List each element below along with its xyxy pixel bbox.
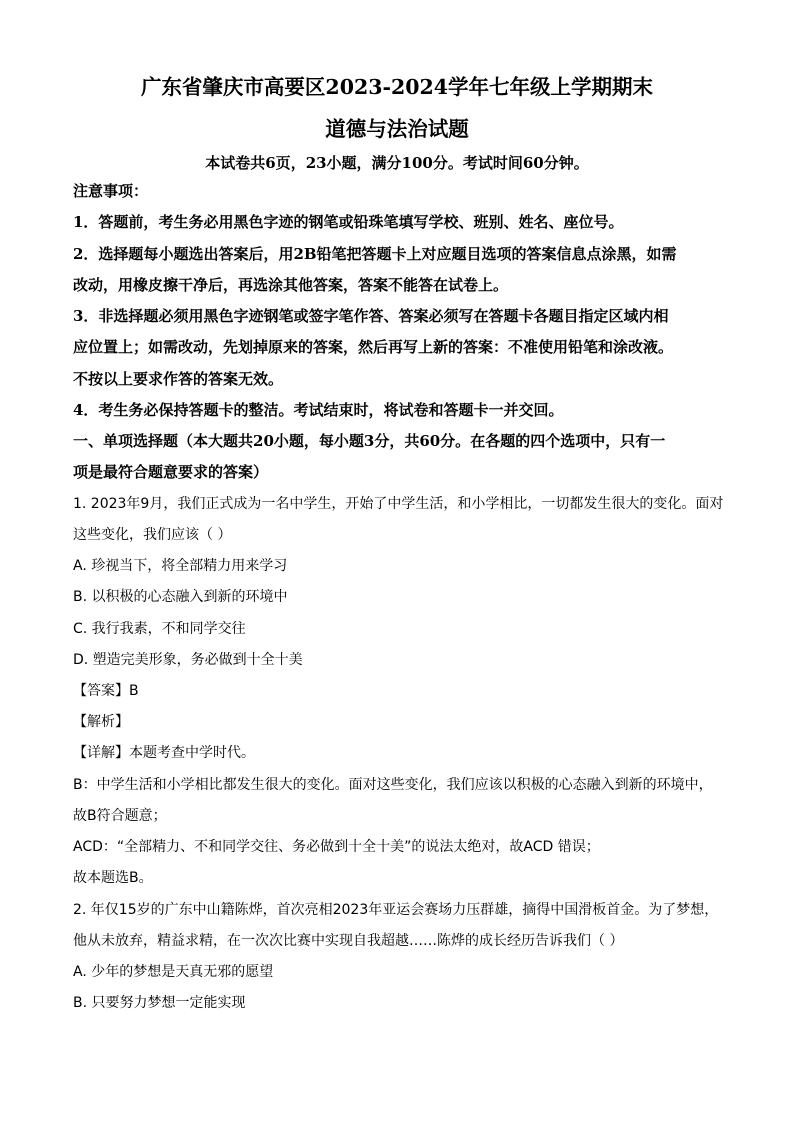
note-4: 4．考生务必保持答题卡的整洁。考试结束时，将试卷和答题卡一并交回。 (73, 401, 564, 419)
section-heading-line-2: 项是最符合题意要求的答案） (73, 463, 269, 481)
q1-option-c: C. 我行我素，不和同学交往 (73, 621, 246, 637)
q1-option-b: B. 以积极的心态融入到新的环境中 (73, 589, 288, 605)
exam-info: 本试卷共6页，23小题，满分100分。考试时间60分钟。 (205, 154, 589, 172)
note-3-line-2: 应位置上；如需改动，先划掉原来的答案，然后再写上新的答案：不准使用铅笔和涂改液。 (73, 338, 674, 356)
page-subtitle: 道德与法治试题 (325, 117, 469, 141)
q1-explanation-acd: ACD：“全部精力、不和同学交往、务必做到十全十美”的说法太绝对，故ACD 错误； (73, 839, 600, 855)
note-2-line-1: 2．选择题每小题选出答案后，用2B铅笔把答题卡上对应题目选项的答案信息点涂黑，如需 (73, 245, 677, 263)
section-heading-line-1: 一、单项选择题（本大题共20小题，每小题3分，共60分。在各题的四个选项中，只有一 (73, 432, 666, 450)
page-title: 广东省肇庆市高要区2023-2024学年七年级上学期期末 (140, 75, 654, 99)
note-2-line-2: 改动，用橡皮擦干净后，再选涂其他答案，答案不能答在试卷上。 (73, 276, 509, 294)
q1-option-d: D. 塑造完美形象，务必做到十全十美 (73, 652, 303, 668)
q1-explanation-b-line-2: 故B符合题意； (73, 808, 167, 824)
q1-option-a: A. 珍视当下，将全部精力用来学习 (73, 558, 288, 574)
notes-heading: 注意事项： (73, 182, 149, 200)
q1-analysis-label: 【解析】 (73, 714, 129, 730)
q2-stem-line-2: 他从未放弃，精益求精，在一次次比赛中实现自我超越……陈烨的成长经历告诉我们（ ） (73, 933, 624, 949)
note-3-line-3: 不按以上要求作答的答案无效。 (73, 370, 284, 388)
q1-conclusion: 故本题选B。 (73, 870, 153, 886)
q1-explanation-b-line-1: B：中学生活和小学相比都发生很大的变化。面对这些变化，我们应该以积极的心态融入到新的环境中， (73, 777, 713, 793)
q1-answer: 【答案】B (73, 683, 139, 699)
q2-option-a: A. 少年的梦想是天真无邪的愿望 (73, 964, 274, 980)
q2-option-b: B. 只要努力梦想一定能实现 (73, 995, 246, 1011)
q1-stem-line-1: 1. 2023年9月，我们正式成为一名中学生，开始了中学生活，和小学相比，一切都发生很大的变化。面对 (73, 496, 724, 512)
q1-detail: 【详解】本题考查中学时代。 (73, 745, 255, 761)
q1-stem-line-2: 这些变化，我们应该（ ） (73, 527, 232, 543)
note-3-line-1: 3．非选择题必须用黑色字迹钢笔或签字笔作答、答案必须写在答题卡各题目指定区域内相 (73, 307, 669, 325)
note-1: 1．答题前，考生务必用黑色字迹的钢笔或铅珠笔填写学校、班别、姓名、座位号。 (73, 213, 624, 231)
q2-stem-line-1: 2. 年仅15岁的广东中山籍陈烨，首次亮相2023年亚运会赛场力压群雄，摘得中国滑板首金。为了梦想， (73, 902, 719, 918)
